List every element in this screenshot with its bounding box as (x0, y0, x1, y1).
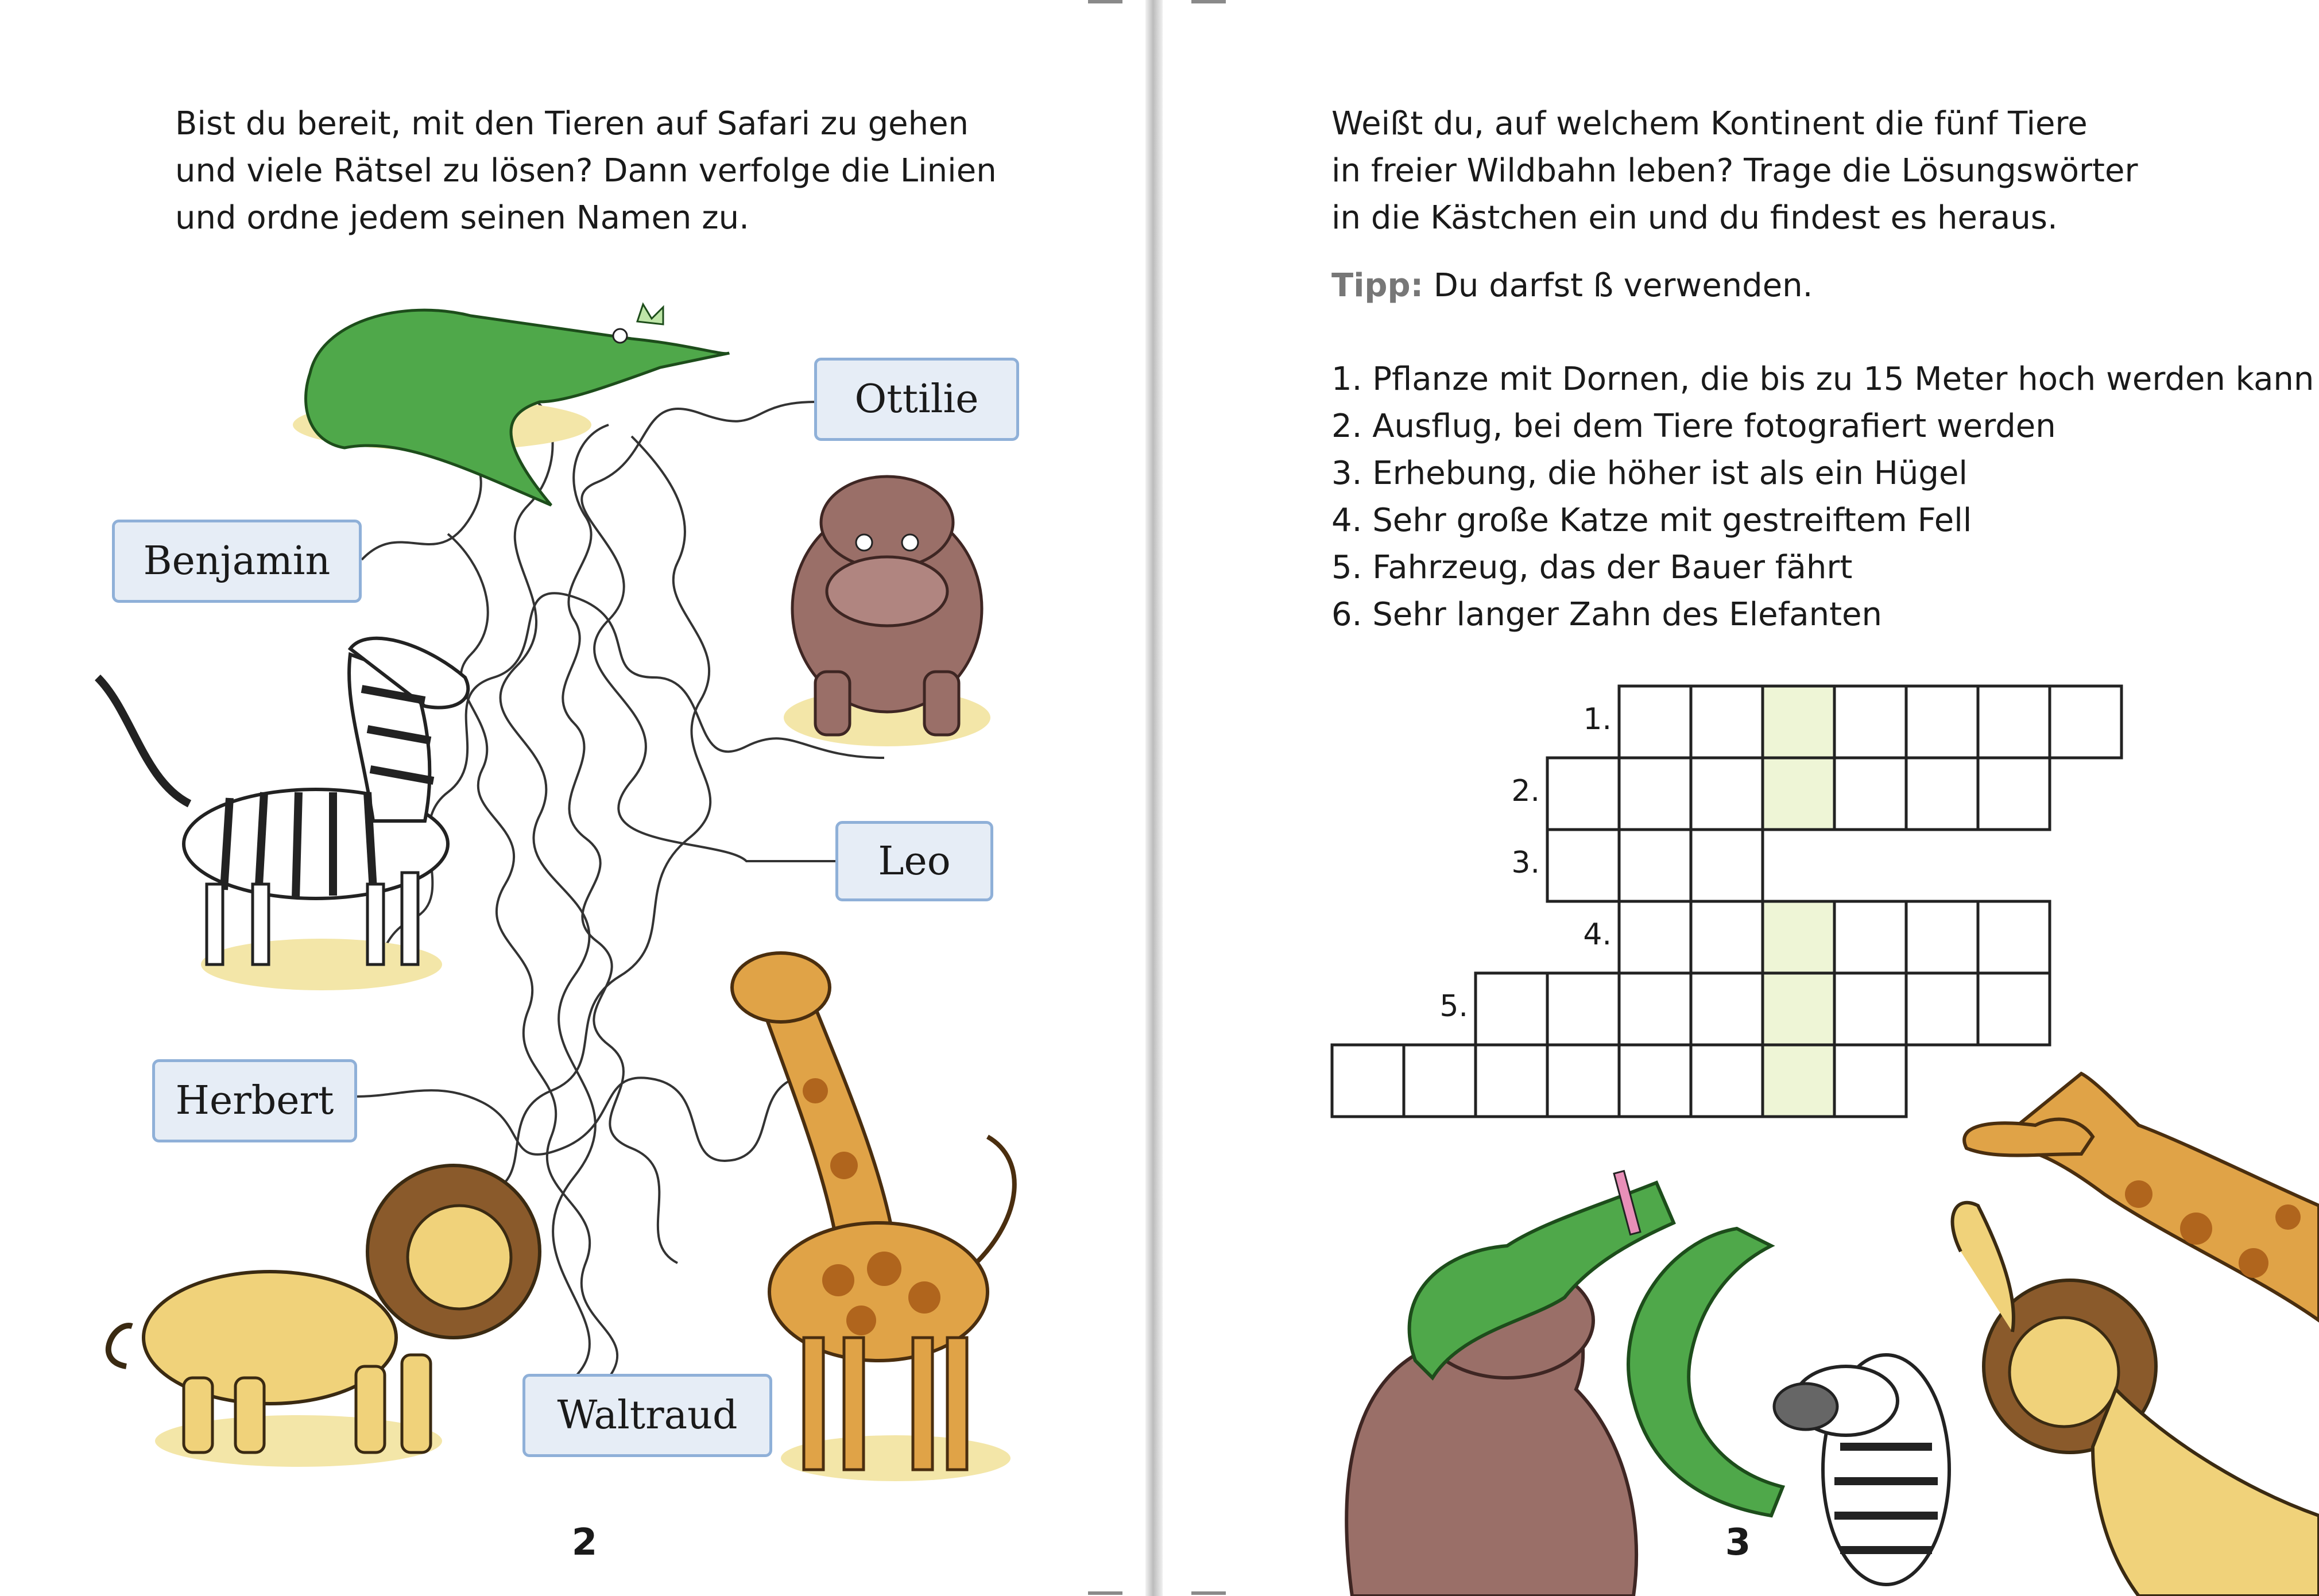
row-number-5: 5. (1439, 989, 1468, 1024)
clue-3: 3. Erhebung, die höher ist als ein Hügel (1331, 455, 1968, 492)
name-label-herbert[interactable]: Herbert (152, 1059, 357, 1142)
name-label-benjamin[interactable]: Benjamin (112, 520, 362, 603)
clue-1: 1. Pflanze mit Dornen, die bis zu 15 Meter hoch werden kann (1331, 361, 2314, 398)
row-number-4: 4. (1583, 917, 1612, 952)
row-number-1: 1. (1583, 702, 1612, 737)
row-number-3: 3. (1511, 846, 1540, 880)
crossword-instructions: Weißt du, auf welchem Kontinent die fünf Tiere in freier Wildbahn leben? Trage die Lösungswörter in die Kästchen ein und du findest es heraus. (1331, 105, 2138, 237)
hippo-illustration (784, 477, 990, 746)
lion-illustration (109, 1165, 540, 1467)
name-label-leo[interactable]: Leo (835, 821, 993, 901)
giraffe-illustration (1964, 1074, 2319, 1320)
left-page (0, 0, 1145, 1596)
row-number-2: 2. (1511, 774, 1540, 808)
tip-label: Tipp: (1331, 267, 1423, 304)
name-label-ottilie[interactable]: Ottilie (814, 358, 1019, 441)
clue-4: 4. Sehr große Katze mit gestreiftem Fell (1331, 502, 1972, 539)
animals-group-illustration (1163, 0, 2319, 1596)
clue-5: 5. Fahrzeug, das der Bauer fährt (1331, 549, 1853, 586)
zebra-illustration (98, 638, 468, 990)
giraffe-illustration (732, 953, 1015, 1481)
page-number: 2 (571, 1521, 598, 1564)
clue-6: 6. Sehr langer Zahn des Elefanten (1331, 596, 1882, 633)
book-gutter (1145, 0, 1163, 1596)
right-page (1163, 0, 2319, 1596)
maze-instructions: Bist du bereit, mit den Tieren auf Safari zu gehen und viele Rätsel zu lösen? Dann verfolge die Linien und ordne jedem seinen Namen zu. (175, 105, 997, 237)
page-number: 3 (1725, 1521, 1751, 1564)
maze-illustration (0, 0, 1145, 1596)
zebra-illustration (1774, 1355, 1949, 1585)
tip-text: Du darfst ß verwenden. (1433, 267, 1813, 304)
clue-2: 2. Ausflug, bei dem Tiere fotografiert werden (1331, 408, 2056, 445)
name-label-waltraud[interactable]: Waltraud (522, 1374, 772, 1457)
